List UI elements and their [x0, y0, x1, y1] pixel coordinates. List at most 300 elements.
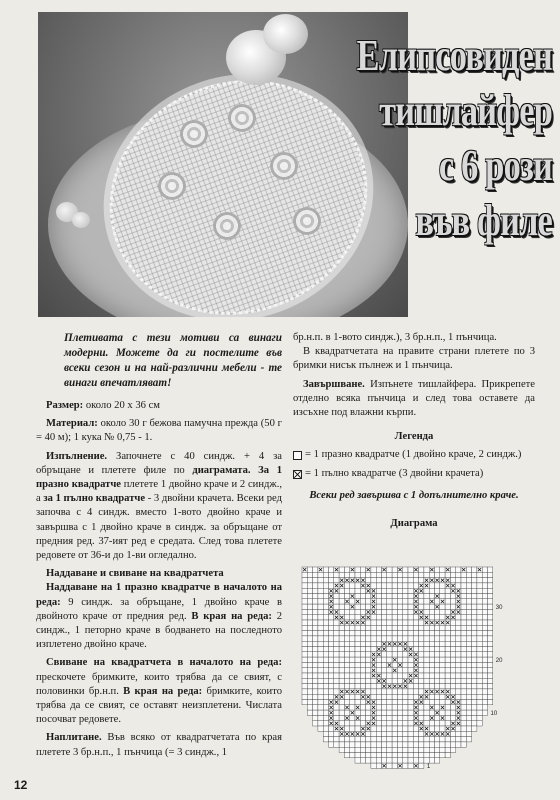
chart-cell	[355, 684, 360, 689]
chart-cell	[392, 625, 397, 630]
chart-cell	[466, 726, 471, 731]
legend-heading: Легенда	[394, 431, 434, 443]
chart-cell	[382, 737, 387, 742]
chart-cell	[435, 657, 440, 662]
chart-cell	[408, 625, 413, 630]
chart-cell	[387, 705, 392, 710]
chart-cell	[435, 700, 440, 705]
chart-cell	[461, 742, 466, 747]
chart-cell	[445, 668, 450, 673]
chart-cell	[302, 668, 307, 673]
chart-cell	[408, 753, 413, 758]
chart-cell	[355, 641, 360, 646]
chart-cell	[461, 721, 466, 726]
chart-cell	[419, 678, 424, 683]
chart-cell	[419, 657, 424, 662]
chart-cell	[397, 657, 402, 662]
chart-cell	[472, 594, 477, 599]
chart-cell	[350, 715, 355, 720]
chart-cell	[466, 609, 471, 614]
chart-cell	[424, 657, 429, 662]
chart-cell	[339, 715, 344, 720]
chart-cell	[360, 742, 365, 747]
chart-cell	[450, 578, 455, 583]
chart-cell	[397, 615, 402, 620]
chart-cell	[307, 599, 312, 604]
chart-cell	[302, 625, 307, 630]
chart-cell	[302, 599, 307, 604]
chart-cell	[323, 705, 328, 710]
chart-cell	[440, 594, 445, 599]
chart-cell	[329, 668, 334, 673]
chart-cell	[450, 652, 455, 657]
chart-cell	[472, 599, 477, 604]
chart-cell	[350, 726, 355, 731]
chart-cell	[302, 652, 307, 657]
chart-cell	[450, 631, 455, 636]
chart-cell	[313, 599, 318, 604]
chart-cell	[413, 726, 418, 731]
chart-cell	[408, 599, 413, 604]
chart-cell	[435, 636, 440, 641]
chart-cell	[440, 721, 445, 726]
chart-cell	[307, 694, 312, 699]
chart-cell	[435, 572, 440, 577]
chart-cell	[350, 742, 355, 747]
chart-cell	[445, 747, 450, 752]
chart-cell	[360, 609, 365, 614]
chart-cell	[350, 721, 355, 726]
chart-cell	[350, 700, 355, 705]
chart-cell	[413, 578, 418, 583]
chart-cell	[403, 662, 408, 667]
chart-cell	[456, 636, 461, 641]
chart-cell	[392, 567, 397, 572]
chart-cell	[323, 615, 328, 620]
chart-cell	[461, 594, 466, 599]
chart-cell	[424, 641, 429, 646]
chart-cell	[397, 710, 402, 715]
chart-cell	[482, 588, 487, 593]
chart-cell	[371, 620, 376, 625]
chart-cell	[461, 657, 466, 662]
rose-motif	[228, 104, 256, 132]
chart-cell	[413, 684, 418, 689]
chart-cell	[477, 631, 482, 636]
chart-cell	[472, 694, 477, 699]
chart-cell	[472, 583, 477, 588]
chart-cell	[392, 737, 397, 742]
section-heading: Наддаване и свиване на квадратчета	[46, 568, 224, 580]
straight-sides-paragraph: В квадратчетата на правите страни плетете по 3 бримки нисък пълнеж и 1 пънчица.	[293, 346, 535, 372]
chart-cell	[387, 625, 392, 630]
chart-cell	[440, 753, 445, 758]
chart-cell	[382, 599, 387, 604]
chart-cell	[424, 588, 429, 593]
chart-cell	[334, 737, 339, 742]
chart-cell	[466, 599, 471, 604]
chart-cell	[323, 594, 328, 599]
chart-cell	[413, 625, 418, 630]
chart-cell	[429, 657, 434, 662]
chart-cell	[466, 673, 471, 678]
chart-cell	[371, 641, 376, 646]
chart-cell	[461, 662, 466, 667]
chart-cell	[403, 599, 408, 604]
chart-cell	[382, 609, 387, 614]
chart-cell	[419, 742, 424, 747]
chart-cell	[387, 583, 392, 588]
chart-cell	[419, 594, 424, 599]
chart-cell	[344, 662, 349, 667]
chart-cell	[344, 583, 349, 588]
chart-cell	[408, 731, 413, 736]
chart-cell	[408, 747, 413, 752]
chart-cell	[450, 620, 455, 625]
chart-cell	[360, 657, 365, 662]
chart-cell	[302, 673, 307, 678]
chart-cell	[387, 657, 392, 662]
chart-cell	[318, 620, 323, 625]
chart-cell	[408, 641, 413, 646]
chart-cell	[466, 583, 471, 588]
chart-cell	[366, 710, 371, 715]
chart-cell	[445, 572, 450, 577]
chart-cell	[450, 678, 455, 683]
chart-cell	[408, 662, 413, 667]
chart-cell	[350, 705, 355, 710]
chart-cell	[456, 737, 461, 742]
chart-cell	[472, 620, 477, 625]
chart-cell	[376, 668, 381, 673]
chart-cell	[488, 588, 493, 593]
chart-cell	[302, 647, 307, 652]
chart-cell	[371, 726, 376, 731]
chart-cell	[323, 689, 328, 694]
chart-cell	[482, 615, 487, 620]
chart-cell	[424, 631, 429, 636]
chart-cell	[387, 668, 392, 673]
chart-cell	[307, 604, 312, 609]
chart-cell	[456, 684, 461, 689]
chart-cell	[360, 673, 365, 678]
chart-cell	[318, 583, 323, 588]
chart-cell	[323, 609, 328, 614]
chart-cell	[307, 652, 312, 657]
chart-cell	[424, 647, 429, 652]
chart-cell	[392, 763, 397, 768]
chart-cell	[366, 705, 371, 710]
chart-cell	[456, 583, 461, 588]
chart-cell	[313, 594, 318, 599]
chart-cell	[419, 737, 424, 742]
chart-cell	[313, 625, 318, 630]
chart-cell	[466, 684, 471, 689]
chart-cell	[323, 715, 328, 720]
chart-cell	[424, 594, 429, 599]
chart-cell	[329, 625, 334, 630]
chart-cell	[461, 715, 466, 720]
chart-cell	[334, 731, 339, 736]
chart-cell	[482, 694, 487, 699]
chart-cell	[397, 620, 402, 625]
chart-cell	[429, 678, 434, 683]
chart-cell	[488, 694, 493, 699]
chart-cell	[456, 567, 461, 572]
chart-cell	[403, 652, 408, 657]
chart-cell	[450, 731, 455, 736]
chart-cell	[413, 747, 418, 752]
chart-cell	[339, 721, 344, 726]
chart-cell	[387, 758, 392, 763]
chart-cell	[429, 758, 434, 763]
chart-cell	[329, 689, 334, 694]
chart-cell	[339, 684, 344, 689]
chart-cell	[392, 747, 397, 752]
chart-cell	[366, 715, 371, 720]
chart-cell	[313, 721, 318, 726]
chart-cell	[403, 710, 408, 715]
chart-cell	[403, 726, 408, 731]
chart-cell	[477, 652, 482, 657]
chart-cell	[445, 625, 450, 630]
chart-cell	[488, 625, 493, 630]
chart-cell	[302, 615, 307, 620]
chart-cell	[350, 753, 355, 758]
chart-cell	[355, 742, 360, 747]
chart-cell	[435, 625, 440, 630]
chart-cell	[466, 700, 471, 705]
chart-cell	[323, 599, 328, 604]
chart-cell	[477, 620, 482, 625]
chart-cell	[392, 673, 397, 678]
chart-cell	[302, 641, 307, 646]
chart-cell	[413, 737, 418, 742]
chart-cell	[413, 583, 418, 588]
chart-cell	[456, 742, 461, 747]
chart-cell	[392, 578, 397, 583]
chart-cell	[488, 662, 493, 667]
chart-cell	[429, 700, 434, 705]
chart-cell	[360, 599, 365, 604]
chart-cell	[440, 609, 445, 614]
chart-cell	[382, 726, 387, 731]
chart-cell	[387, 599, 392, 604]
chart-cell	[466, 588, 471, 593]
chart-cell	[376, 753, 381, 758]
chart-cell	[403, 583, 408, 588]
chart-cell	[344, 726, 349, 731]
chart-cell	[371, 625, 376, 630]
chart-cell	[472, 631, 477, 636]
chart-cell	[344, 700, 349, 705]
chart-cell	[382, 673, 387, 678]
chart-cell	[307, 615, 312, 620]
chart-cell	[413, 731, 418, 736]
chart-cell	[382, 631, 387, 636]
chart-cell	[477, 662, 482, 667]
chart-cell	[339, 641, 344, 646]
chart-cell	[376, 615, 381, 620]
chart-cell	[450, 662, 455, 667]
chart-cell	[435, 758, 440, 763]
chart-cell	[313, 578, 318, 583]
chart-cell	[302, 594, 307, 599]
chart-cell	[302, 700, 307, 705]
chart-cell	[307, 641, 312, 646]
chart-cell	[339, 647, 344, 652]
chart-cell	[318, 689, 323, 694]
chart-cell	[445, 609, 450, 614]
chart-cell	[334, 620, 339, 625]
chart-cell	[371, 647, 376, 652]
chart-cell	[387, 578, 392, 583]
chart-cell	[382, 662, 387, 667]
chart-cell	[392, 599, 397, 604]
chart-cell	[445, 652, 450, 657]
chart-cell	[313, 678, 318, 683]
chart-cell	[376, 604, 381, 609]
chart-cell	[318, 641, 323, 646]
chart-cell	[482, 604, 487, 609]
chart-cell	[318, 652, 323, 657]
chart-cell	[408, 700, 413, 705]
chart-cell	[334, 599, 339, 604]
chart-cell	[450, 747, 455, 752]
chart-cell	[350, 583, 355, 588]
chart-cell	[456, 572, 461, 577]
chart-cell	[435, 567, 440, 572]
chart-cell	[387, 636, 392, 641]
title-line: тишлайфер	[379, 86, 552, 135]
chart-cell	[429, 631, 434, 636]
chart-cell	[403, 700, 408, 705]
chart-cell	[413, 641, 418, 646]
chart-cell	[450, 572, 455, 577]
chart-cell	[366, 636, 371, 641]
chart-cell	[334, 594, 339, 599]
chart-cell	[482, 710, 487, 715]
chart-cell	[440, 641, 445, 646]
chart-cell	[355, 625, 360, 630]
chart-cell	[366, 678, 371, 683]
chart-cell	[334, 678, 339, 683]
chart-cell	[440, 583, 445, 588]
chart-cell	[382, 753, 387, 758]
chart-cell	[445, 705, 450, 710]
chart-cell	[302, 604, 307, 609]
chart-cell	[445, 684, 450, 689]
chart-cell	[408, 594, 413, 599]
chart-cell	[397, 742, 402, 747]
chart-cell	[344, 673, 349, 678]
edging-continued: бр.н.п. в 1-вото синдж.), 3 бр.н.п., 1 пънчица.	[293, 332, 497, 343]
chart-cell	[440, 668, 445, 673]
chart-cell	[461, 588, 466, 593]
chart-cell	[329, 657, 334, 662]
chart-cell	[477, 588, 482, 593]
chart-cell	[376, 662, 381, 667]
chart-cell	[440, 742, 445, 747]
legend-empty-square: = 1 празно квадратче (1 двойно краче, 2 синдж.)	[293, 448, 535, 462]
chart-cell	[408, 657, 413, 662]
chart-cell	[350, 647, 355, 652]
chart-cell	[371, 742, 376, 747]
chart-cell	[397, 689, 402, 694]
chart-cell	[424, 652, 429, 657]
chart-cell	[488, 609, 493, 614]
intro-text: Плетивата с тези мотиви са винаги модерни. Можете да ги постелите във всеки сезон и на най-различни мебели - те винаги впечатляват!	[64, 332, 282, 389]
chart-cell	[440, 636, 445, 641]
chart-cell	[482, 700, 487, 705]
chart-cell	[318, 599, 323, 604]
chart-cell	[472, 721, 477, 726]
chart-cell	[456, 631, 461, 636]
chart-cell	[429, 641, 434, 646]
chart-cell	[382, 657, 387, 662]
chart-cell	[392, 609, 397, 614]
chart-cell	[488, 578, 493, 583]
chart-cell	[382, 620, 387, 625]
chart-cell	[472, 689, 477, 694]
chart-cell	[392, 753, 397, 758]
chart-cell	[440, 615, 445, 620]
diagram-heading: Диаграма	[390, 518, 438, 530]
chart-cell	[382, 700, 387, 705]
chart-cell	[435, 641, 440, 646]
chart-cell	[456, 673, 461, 678]
chart-cell	[461, 636, 466, 641]
chart-cell	[397, 700, 402, 705]
chart-cell	[450, 599, 455, 604]
chart-cell	[450, 668, 455, 673]
chart-cell	[482, 578, 487, 583]
rose-motif	[213, 212, 241, 240]
chart-cell	[461, 631, 466, 636]
chart-cell	[477, 684, 482, 689]
chart-cell	[307, 700, 312, 705]
chart-cell	[445, 742, 450, 747]
chart-cell	[456, 652, 461, 657]
chart-cell	[466, 647, 471, 652]
chart-cell	[376, 594, 381, 599]
chart-cell	[323, 567, 328, 572]
chart-cell	[456, 625, 461, 630]
chart-cell	[445, 710, 450, 715]
chart-cell	[307, 662, 312, 667]
chart-cell	[355, 753, 360, 758]
chart-cell	[440, 631, 445, 636]
chart-cell	[397, 578, 402, 583]
chart-cell	[302, 678, 307, 683]
chart-cell	[360, 747, 365, 752]
chart-cell	[318, 615, 323, 620]
chart-cell	[334, 647, 339, 652]
chart-cell	[371, 763, 376, 768]
chart-cell	[403, 721, 408, 726]
chart-cell	[318, 604, 323, 609]
chart-cell	[323, 684, 328, 689]
chart-cell	[387, 588, 392, 593]
chart-cell	[323, 737, 328, 742]
chart-cell	[435, 599, 440, 604]
chart-cell	[466, 662, 471, 667]
chart-cell	[302, 583, 307, 588]
chart-cell	[456, 641, 461, 646]
chart-cell	[323, 572, 328, 577]
chart-cell	[403, 588, 408, 593]
chart-cell	[329, 652, 334, 657]
